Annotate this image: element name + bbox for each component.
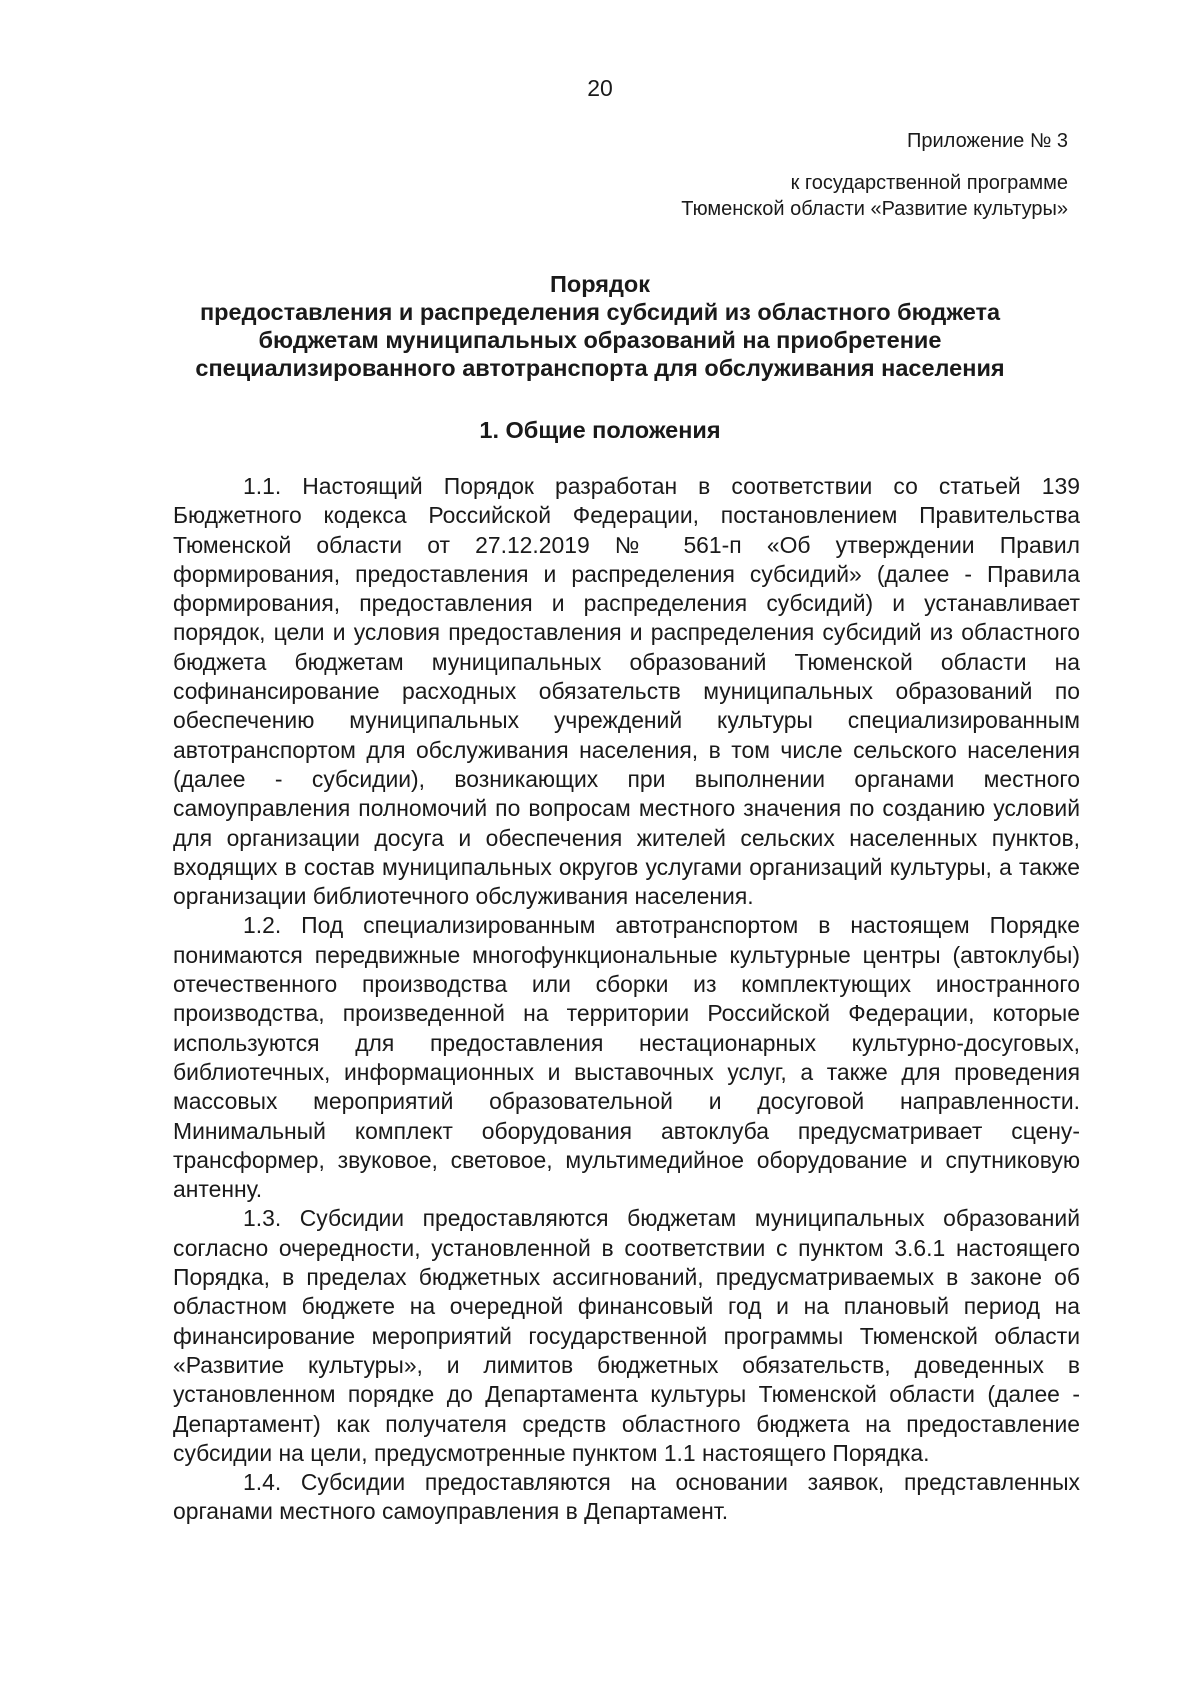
title-line-2: предоставления и распределения субсидий из областного бюджета: [199, 299, 1001, 325]
paragraph-1-1: 1.1. Настоящий Порядок разработан в соответствии со статьей 139 Бюджетного кодекса Российской Федерации, постановлением Правительства Тюменской области от 27.12.2019 № 561-п «Об утверждении Правил формирования, предоставления и распределения субсидий» (далее - Правила формирования, предоставления и распределения субсидий) и устанавливает порядок, цели и условия предоставления и распределения субсидий из областного бюджета бюджетам муниципальных образований Тюменской области на софинансирование расходных обязательств муниципальных образований по обеспечению муниципальных учреждений культуры специализированным автотранспортом для обслуживания населения, в том числе сельского населения (далее - субсидии), возникающих при выполнении органами местного самоуправления полномочий по вопросам местного значения по созданию условий для организации досуга и обеспечения жителей сельских населенных пунктов, входящих в состав муниципальных округов услугами организаций культуры, а также организации библиотечного обслуживания населения.: [173, 473, 1080, 910]
title-line-4: специализированного автотранспорта для обслуживания населения: [195, 355, 1005, 381]
title-line-1: Порядок: [549, 271, 651, 297]
page-number: 20: [587, 75, 613, 101]
section-heading: 1. Общие положения: [479, 417, 721, 443]
appendix-program: к государственной программе: [790, 172, 1068, 194]
paragraph-1-2: 1.2. Под специализированным автотранспортом в настоящем Порядке понимаются передвижные многофункциональные культурные центры (автоклубы) отечественного производства или сборки из комплектующих иностранного производства, произведенной на территории Российской Федерации, которые используются для предоставления нестационарных культурно-досуговых, библиотечных, информационных и выставочных услуг, а также для проведения массовых мероприятий образовательной и досуговой направленности. Минимальный комплект оборудования автоклуба предусматривает сцену-трансформер, звуковое, световое, мультимедийное оборудование и спутниковую антенну.: [173, 912, 1080, 1203]
appendix-spacer: [681, 154, 1068, 170]
document-body: [173, 472, 1080, 1527]
title-line-3: бюджетам муниципальных образований на приобретение: [258, 327, 942, 353]
appendix-program-name: Тюменской области «Развитие культуры»: [681, 198, 1068, 220]
document-title: [100, 270, 1100, 382]
paragraph-1-3: 1.3. Субсидии предоставляются бюджетам муниципальных образований согласно очередности, установленной в соответствии с пунктом 3.6.1 настоящего Порядка, в пределах бюджетных ассигнований, предусматриваемых в законе об областном бюджете на очередной финансовый год и на плановый период на финансирование мероприятий государственной программы Тюменской области «Развитие культуры», и лимитов бюджетных обязательств, доведенных в установленном порядке до Департамента культуры Тюменской области (далее - Департамент) как получателя средств областного бюджета на предоставление субсидии на цели, предусмотренные пунктом 1.1 настоящего Порядка.: [173, 1205, 1080, 1466]
paragraph-1-4: 1.4. Субсидии предоставляются на основании заявок, представленных органами местного самоуправления в Департамент.: [173, 1469, 1080, 1525]
appendix-note: [681, 128, 1068, 222]
appendix-number: Приложение № 3: [907, 130, 1068, 152]
